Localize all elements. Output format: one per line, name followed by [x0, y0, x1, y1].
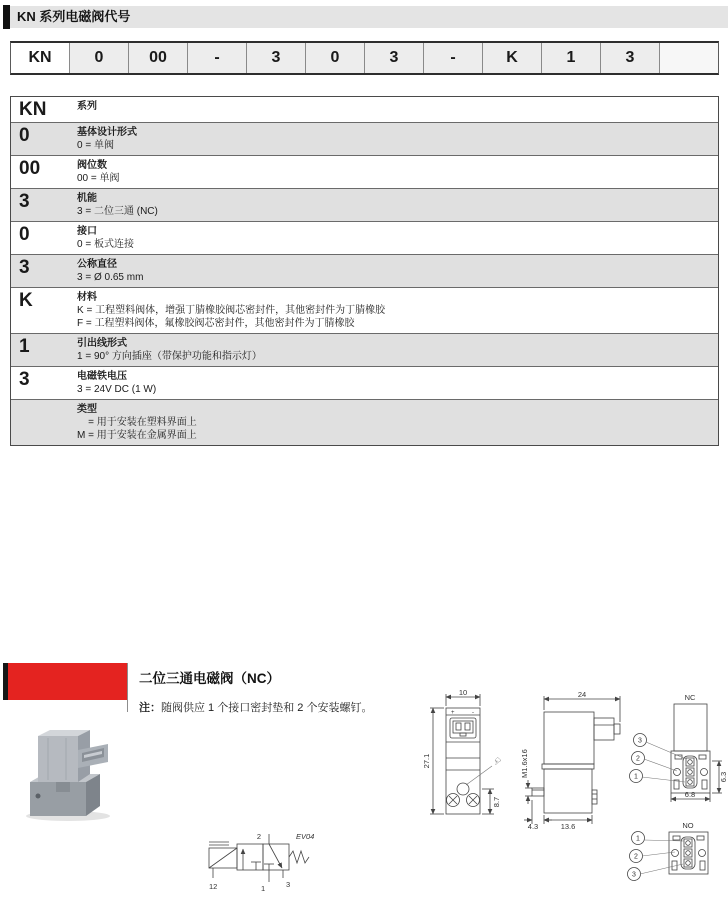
front-view-drawing [420, 688, 535, 826]
code-cell-function: 3 [246, 43, 305, 73]
code-cell-material: K [482, 43, 541, 73]
table-row [11, 155, 718, 188]
section-divider-line [127, 663, 128, 712]
row-title: 机能 [77, 193, 97, 204]
symbol-type-label: EV04 [296, 832, 315, 841]
table-row [11, 366, 718, 399]
row-code: K [19, 290, 33, 311]
row-title: 类型 [77, 404, 97, 415]
row-code: 3 [19, 369, 30, 390]
row-title: 接口 [77, 226, 97, 237]
row-line: 1 = 90° 方向插座（带保护功能和指示灯） [77, 351, 262, 362]
symbol-port-12: 12 [209, 882, 218, 891]
row-code [11, 400, 65, 445]
spring-icon [289, 851, 309, 863]
row-code: 3 [19, 191, 30, 212]
row-line: 0 = 单阀 [77, 140, 114, 151]
row-title: 阀位数 [77, 160, 107, 171]
symbol-port-1: 1 [261, 884, 266, 893]
row-code: 0 [19, 224, 30, 245]
code-cell-positions: 00 [128, 43, 187, 73]
row-code: 00 [19, 158, 41, 179]
row-line: F = 工程塑料阀体，氟橡胶阀芯密封件，其他密封件为丁腈橡胶 [77, 318, 355, 329]
code-cell-diameter: 3 [364, 43, 423, 73]
code-cell-type [659, 43, 718, 73]
symbol-port-2: 2 [256, 832, 261, 841]
front-polarity-plus: + [451, 710, 455, 716]
table-row [11, 254, 718, 287]
code-cell-dash2: - [423, 43, 482, 73]
row-line: 3 = 24V DC (1 W) [77, 384, 157, 395]
nc-dim-width: 6.8 [684, 790, 696, 799]
section-note [139, 699, 372, 715]
no-pin-1: 1 [636, 835, 640, 843]
no-label: NO [682, 821, 694, 830]
front-dim-override: 8.7 [492, 796, 501, 808]
code-cell-lead: 1 [541, 43, 600, 73]
side-dim-width: 24 [577, 690, 587, 699]
no-connector-view [625, 820, 725, 894]
row-code: KN [19, 99, 47, 120]
code-cell-voltage: 3 [600, 43, 659, 73]
row-line: 0 = 板式连接 [77, 239, 134, 250]
nc-pin-1: 1 [634, 773, 638, 781]
no-pin-3: 3 [632, 871, 636, 879]
nc-pin-3: 3 [638, 737, 642, 745]
nc-connector-view [627, 692, 727, 804]
table-row [11, 122, 718, 155]
hand-pointer-icon: ☞ [489, 753, 504, 768]
row-title: 系列 [77, 101, 97, 112]
page-header [0, 5, 728, 29]
header-accent-bar [3, 5, 10, 29]
section-title: 二位三通电磁阀（NC） [139, 671, 280, 686]
code-cell-port: 0 [305, 43, 364, 73]
side-view-drawing [520, 688, 632, 830]
table-row [11, 333, 718, 366]
row-line: K = 工程塑料阀体，增强丁腈橡胶阀芯密封件，其他密封件为丁腈橡胶 [77, 305, 386, 316]
section-note-prefix: 注： [139, 702, 161, 714]
section-note-body: 随阀供应 1 个接口密封垫和 2 个安装螺钉。 [161, 702, 373, 714]
row-code: 3 [19, 257, 30, 278]
table-row [11, 188, 718, 221]
side-dim-body: 13.6 [560, 822, 576, 831]
code-legend-table [10, 96, 719, 446]
side-thread-label: M1.6x16 [520, 749, 529, 778]
row-line: M = 用于安装在金属界面上 [77, 430, 197, 441]
table-row [11, 221, 718, 254]
symbol-port-3: 3 [286, 880, 291, 889]
no-pin-2: 2 [634, 853, 638, 861]
front-dim-width: 10 [458, 688, 468, 697]
row-line: = 用于安装在塑料界面上 [77, 417, 197, 428]
code-cell-series: KN [11, 43, 69, 73]
row-title: 电磁铁电压 [77, 371, 127, 382]
table-row [11, 97, 718, 122]
row-code: 0 [19, 125, 30, 146]
side-dim-nozzle: 4.3 [527, 822, 539, 831]
front-dim-height: 27.1 [422, 753, 431, 769]
valve-product-photo [16, 724, 126, 824]
row-title: 基体设计形式 [77, 127, 137, 138]
section-red-block [8, 663, 127, 700]
code-cell-design: 0 [69, 43, 128, 73]
nc-pin-2: 2 [636, 755, 640, 763]
front-polarity-minus: - [472, 710, 474, 716]
table-row [11, 399, 718, 445]
row-code: 1 [19, 336, 30, 357]
symbol-square-actuated [237, 844, 263, 870]
order-code-strip [10, 41, 719, 75]
nc-label: NC [684, 693, 696, 702]
row-line: 00 = 单阀 [77, 173, 120, 184]
code-cell-dash1: - [187, 43, 246, 73]
row-title: 材料 [77, 292, 97, 303]
row-line: 3 = Ø 0.65 mm [77, 272, 144, 283]
valve-circuit-symbol [193, 828, 343, 900]
row-line: 3 = 二位三通 (NC) [77, 206, 158, 217]
row-title: 引出线形式 [77, 338, 127, 349]
table-row [11, 287, 718, 333]
page-title: KN 系列电磁阀代号 [17, 9, 131, 24]
row-title: 公称直径 [77, 259, 117, 270]
nc-dim-height: 6.3 [719, 771, 728, 783]
